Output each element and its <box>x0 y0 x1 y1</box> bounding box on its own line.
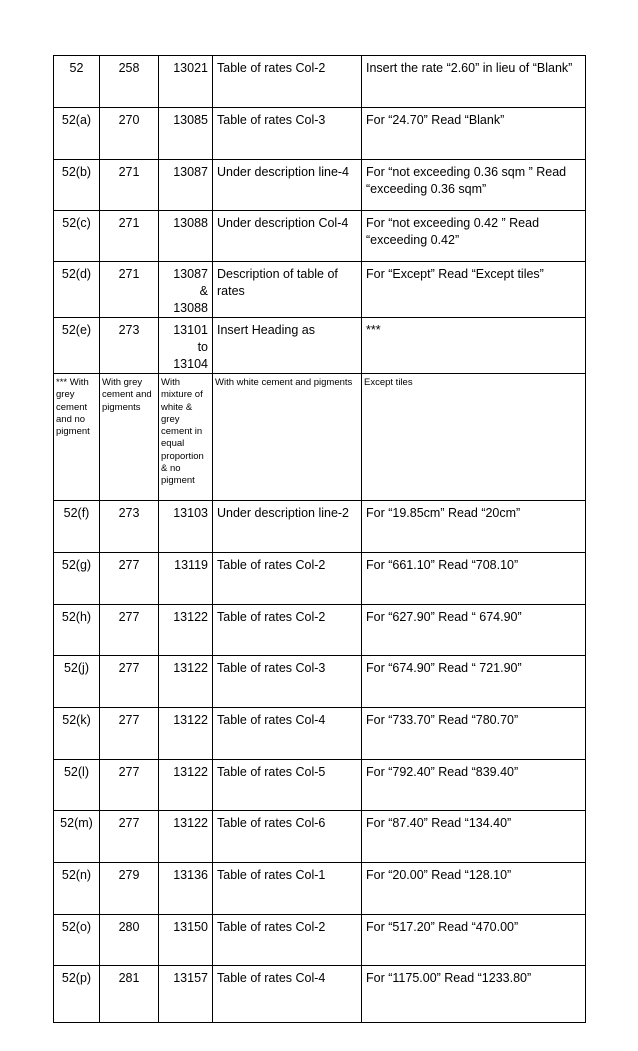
location: Under description line-4 <box>213 160 362 211</box>
page-number: 277 <box>100 708 159 760</box>
item-number: 52(b) <box>54 160 100 211</box>
item-number: 52(d) <box>54 262 100 318</box>
code-number: 13157 <box>159 966 213 1023</box>
code-number: 13021 <box>159 56 213 108</box>
item-number: 52(a) <box>54 108 100 160</box>
item-number: 52(m) <box>54 811 100 863</box>
correction: For “517.20” Read “470.00” <box>362 915 586 966</box>
page-number: 273 <box>100 318 159 374</box>
table-row <box>54 262 586 318</box>
correction: Insert the rate “2.60” in lieu of “Blank” <box>362 56 586 108</box>
table-row <box>54 553 586 605</box>
heading-cell: Except tiles <box>362 374 586 501</box>
table-row <box>54 108 586 160</box>
heading-cell: *** With grey cement and no pigment <box>54 374 100 501</box>
table-row <box>54 656 586 708</box>
code-number: 13087 <box>159 160 213 211</box>
correction: For “19.85cm” Read “20cm” <box>362 501 586 553</box>
item-number: 52(o) <box>54 915 100 966</box>
page-number: 271 <box>100 160 159 211</box>
correction: For “24.70” Read “Blank” <box>362 108 586 160</box>
correction: For “20.00” Read “128.10” <box>362 863 586 915</box>
correction: For “not exceeding 0.36 sqm ” Read “exceeding 0.36 sqm” <box>362 160 586 211</box>
table-row <box>54 966 586 1023</box>
correction: For “733.70” Read “780.70” <box>362 708 586 760</box>
table-row <box>54 501 586 553</box>
code-number: 13088 <box>159 211 213 262</box>
code-number: 13122 <box>159 605 213 656</box>
table-row <box>54 160 586 211</box>
item-number: 52(f) <box>54 501 100 553</box>
item-number: 52(k) <box>54 708 100 760</box>
code-number: 13122 <box>159 708 213 760</box>
page-number: 277 <box>100 553 159 605</box>
page-number: 280 <box>100 915 159 966</box>
code-number: 13122 <box>159 811 213 863</box>
correction: For “661.10” Read “708.10” <box>362 553 586 605</box>
heading-cell: With grey cement and pigments <box>100 374 159 501</box>
code-number: 13103 <box>159 501 213 553</box>
table-row <box>54 56 586 108</box>
code-number: 13122 <box>159 656 213 708</box>
code-number: 13119 <box>159 553 213 605</box>
table-row <box>54 211 586 262</box>
correction: For “Except” Read “Except tiles” <box>362 262 586 318</box>
heading-cell: With white cement and pigments <box>213 374 362 501</box>
page-number: 270 <box>100 108 159 160</box>
page-number: 277 <box>100 605 159 656</box>
page-number: 277 <box>100 811 159 863</box>
heading-row <box>54 374 586 501</box>
code-number: 13150 <box>159 915 213 966</box>
page-number: 277 <box>100 656 159 708</box>
location: Under description line-2 <box>213 501 362 553</box>
location: Table of rates Col-3 <box>213 108 362 160</box>
correction: For “not exceeding 0.42 ” Read “exceeding 0.42” <box>362 211 586 262</box>
location: Table of rates Col-2 <box>213 553 362 605</box>
location: Table of rates Col-2 <box>213 56 362 108</box>
location: Table of rates Col-1 <box>213 863 362 915</box>
correction: *** <box>362 318 586 374</box>
item-number: 52(h) <box>54 605 100 656</box>
table-row <box>54 605 586 656</box>
table-row <box>54 863 586 915</box>
location: Table of rates Col-4 <box>213 708 362 760</box>
item-number: 52(n) <box>54 863 100 915</box>
page-number: 258 <box>100 56 159 108</box>
location: Table of rates Col-6 <box>213 811 362 863</box>
page-number: 271 <box>100 211 159 262</box>
page-number: 281 <box>100 966 159 1023</box>
location: Table of rates Col-4 <box>213 966 362 1023</box>
location: Description of table of rates <box>213 262 362 318</box>
correction: For “1175.00” Read “1233.80” <box>362 966 586 1023</box>
item-number: 52(p) <box>54 966 100 1023</box>
location: Table of rates Col-2 <box>213 605 362 656</box>
heading-cell: With mixture of white & grey cement in equal proportion & no pigment <box>159 374 213 501</box>
code-number: 13087 & 13088 <box>159 262 213 318</box>
correction: For “792.40” Read “839.40” <box>362 760 586 811</box>
location: Table of rates Col-3 <box>213 656 362 708</box>
code-number: 13122 <box>159 760 213 811</box>
table-row <box>54 318 586 374</box>
page-number: 279 <box>100 863 159 915</box>
page-number: 273 <box>100 501 159 553</box>
location: Insert Heading as <box>213 318 362 374</box>
location: Under description Col-4 <box>213 211 362 262</box>
code-number: 13136 <box>159 863 213 915</box>
page-number: 277 <box>100 760 159 811</box>
code-number: 13085 <box>159 108 213 160</box>
page-number: 271 <box>100 262 159 318</box>
item-number: 52(l) <box>54 760 100 811</box>
corrigendum-table <box>53 55 586 1023</box>
correction: For “87.40” Read “134.40” <box>362 811 586 863</box>
table-row <box>54 915 586 966</box>
code-number: 13101 to 13104 <box>159 318 213 374</box>
item-number: 52(e) <box>54 318 100 374</box>
item-number: 52(j) <box>54 656 100 708</box>
location: Table of rates Col-5 <box>213 760 362 811</box>
table-row <box>54 760 586 811</box>
item-number: 52 <box>54 56 100 108</box>
table-row <box>54 811 586 863</box>
table-row <box>54 708 586 760</box>
item-number: 52(c) <box>54 211 100 262</box>
correction: For “627.90” Read “ 674.90” <box>362 605 586 656</box>
location: Table of rates Col-2 <box>213 915 362 966</box>
correction: For “674.90” Read “ 721.90” <box>362 656 586 708</box>
item-number: 52(g) <box>54 553 100 605</box>
